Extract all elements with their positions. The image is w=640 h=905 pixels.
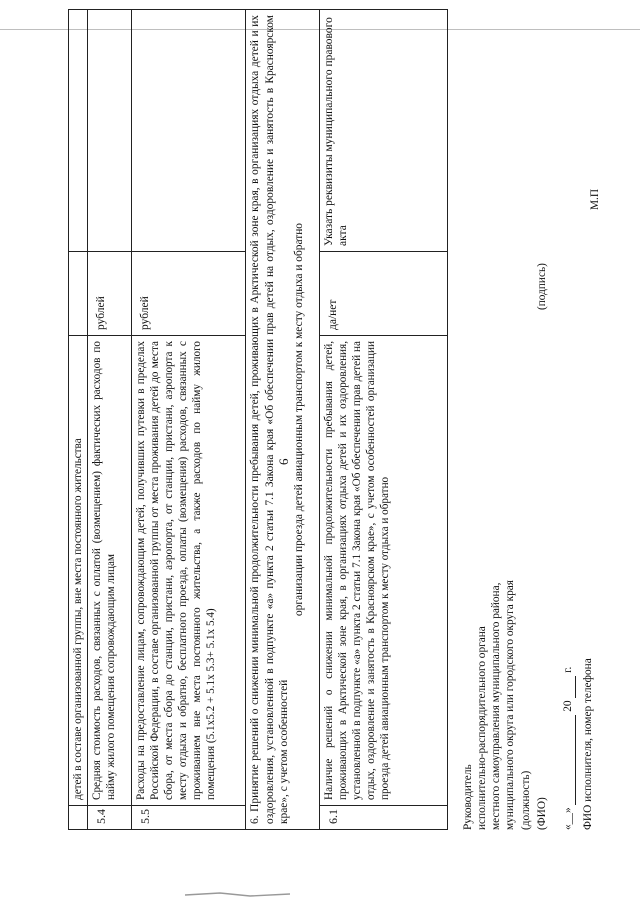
signature-line: Руководитель — [462, 764, 474, 830]
section-header-row — [246, 10, 320, 830]
signature-line: местного самоуправления муниципального района, — [490, 582, 502, 830]
executor-caption: ФИО исполнителя, номер телефона — [582, 658, 594, 830]
date-day: «__» — [562, 807, 574, 830]
page-number: 6 — [276, 458, 291, 465]
signature-caption: (подпись) — [536, 263, 548, 310]
scan-artifact-mark — [180, 885, 300, 905]
table-row — [88, 10, 132, 830]
table-row — [320, 10, 448, 830]
indicators-table — [68, 9, 448, 830]
row-unit — [69, 252, 88, 336]
section-6-title — [246, 10, 320, 830]
section-6-tail: организации проезда детей авиационным транспортом к месту отдыха и обратно — [292, 223, 305, 617]
row-number: 5.5 — [132, 806, 246, 830]
date-year-suffix: г. — [562, 666, 574, 673]
row-note — [69, 10, 88, 252]
row-number — [69, 806, 88, 830]
row-text: Наличие решений о снижении минимальной продолжительности пребывания детей, проживающих в Арктической зоне края, в организациях отдыха детей и их оздоровления, установленной в подпункте «а» пункта 2 статьи 7.1 Закона края «Об обеспечении прав детей на отдых, оздоровление и занятость в Красноярском крае», с учетом особенностей организации проезда детей авиационным транспортом к месту отдыха и обратно — [320, 336, 448, 806]
row-text: детей в составе организованной группы, вне места постоянного жительства — [69, 336, 88, 806]
date-year-blank — [575, 676, 576, 698]
table-row — [132, 10, 246, 830]
row-note — [132, 10, 246, 252]
row-text: Средняя стоимость расходов, связанных с оплатой (возмещением) фактических расходов по найму жилого помещения сопровождающим лицам — [88, 336, 132, 806]
stamp-place-caption: М.П — [589, 188, 601, 210]
signature-block — [462, 10, 632, 830]
section-6-text: 6. Принятие решений о снижении минимальной продолжительности пребывания детей, проживающих в Арктической зоне края, в организациях отдыха детей и их оздоровления, установленной в подпункте «а» пункта 2 статьи 7.1 Закона края «Об обеспечении прав детей на отдых, оздоровление и занятость в Красноярском крае», с учетом особенностей — [249, 15, 290, 824]
row-unit: да/нет — [320, 252, 448, 336]
date-field — [562, 667, 576, 830]
row-unit: рублей — [88, 252, 132, 336]
row-note: Указать реквизиты муниципального правового акта — [320, 10, 448, 252]
row-number: 6.1 — [320, 806, 448, 830]
signature-line: муниципального округа или городского округа края — [504, 580, 516, 830]
date-month-blank — [575, 715, 576, 805]
date-year-prefix: 20 — [562, 700, 574, 712]
position-caption: (должность) — [520, 770, 532, 830]
row-text: Расходы на предоставление лицам, сопровождающим детей, получивших путевки в пределах Российской Федерации, в составе организованной группы от места проживания детей до места сбора, от места сбора до станции, пристани, аэропорта, от станции, пристани, аэропорта к месту отдыха и обратно, бесплатного проезда, оплаты (возмещения) расходов, связанных с проживанием вне места постоянного жительства, а также расходов по найму жилого помещения (5.1х5.2 + 5.1х 5.3+ 5.1х 5.4) — [132, 336, 246, 806]
row-note — [88, 10, 132, 252]
fio-caption: (ФИО) — [536, 797, 548, 830]
row-unit: рублей — [132, 252, 246, 336]
table-row — [69, 10, 88, 830]
row-number: 5.4 — [88, 806, 132, 830]
signature-line: исполнительно-распорядительного органа — [476, 626, 488, 830]
